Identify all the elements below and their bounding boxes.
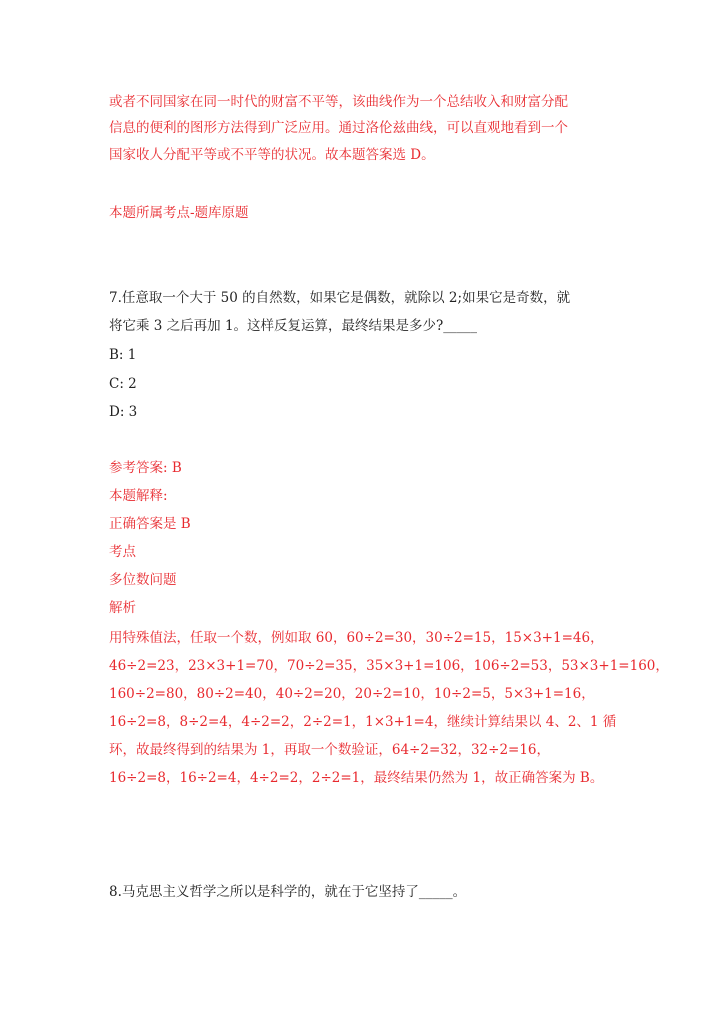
q8-stem: 8.马克思主义哲学之所以是科学的，就在于它坚持了_____。 (109, 884, 467, 900)
q7-explanation-heading: 本题解释: (109, 488, 168, 504)
q7-topic: 多位数问题 (109, 572, 177, 588)
prev-explanation-line-2: 信息的便利的图形方法得到广泛应用。通过洛伦兹曲线，可以直观地看到一个 (109, 120, 568, 136)
prev-question-source: 本题所属考点-题库原题 (109, 205, 249, 221)
q7-option-d: D: 3 (109, 404, 138, 420)
q7-analysis-heading: 解析 (109, 600, 136, 616)
prev-explanation-line-1: 或者不同国家在同一时代的财富不平等，该曲线作为一个总结收入和财富分配 (109, 94, 568, 110)
q7-stem-line-1: 7.任意取一个大于 50 的自然数，如果它是偶数，就除以 2;如果它是奇数，就 (109, 290, 571, 306)
q7-stem-line-2: 将它乘 3 之后再加 1。这样反复运算，最终结果是多少?_____ (109, 318, 478, 334)
q7-reference-answer: 参考答案: B (109, 460, 182, 476)
q7-analysis-line-3: 160÷2=80，80÷2=40，40÷2=20，20÷2=10，10÷2=5，5×3+1=16， (109, 686, 595, 702)
q7-topic-heading: 考点 (109, 544, 136, 560)
q7-analysis-line-1: 用特殊值法，任取一个数，例如取 60，60÷2=30，30÷2=15，15×3+1=46， (109, 630, 604, 646)
q7-analysis-line-6: 16÷2=8，16÷2=4，4÷2=2，2÷2=1，最终结果仍然为 1，故正确答案为 B。 (109, 770, 604, 786)
q7-analysis-line-4: 16÷2=8，8÷2=4，4÷2=2，2÷2=1，1×3+1=4，继续计算结果以 4、2、1 循 (109, 714, 617, 730)
q7-option-b: B: 1 (109, 347, 137, 363)
prev-explanation-line-3: 国家收人分配平等或不平等的状况。故本题答案选 D。 (109, 147, 435, 163)
q7-analysis-line-2: 46÷2=23，23×3+1=70，70÷2=35，35×3+1=106，106÷2=53，53×3+1=160， (109, 658, 669, 674)
q7-option-c: C: 2 (109, 376, 137, 392)
q7-analysis-line-5: 环，故最终得到的结果为 1，再取一个数验证，64÷2=32，32÷2=16， (109, 742, 551, 758)
q7-correct-answer: 正确答案是 B (109, 516, 191, 532)
